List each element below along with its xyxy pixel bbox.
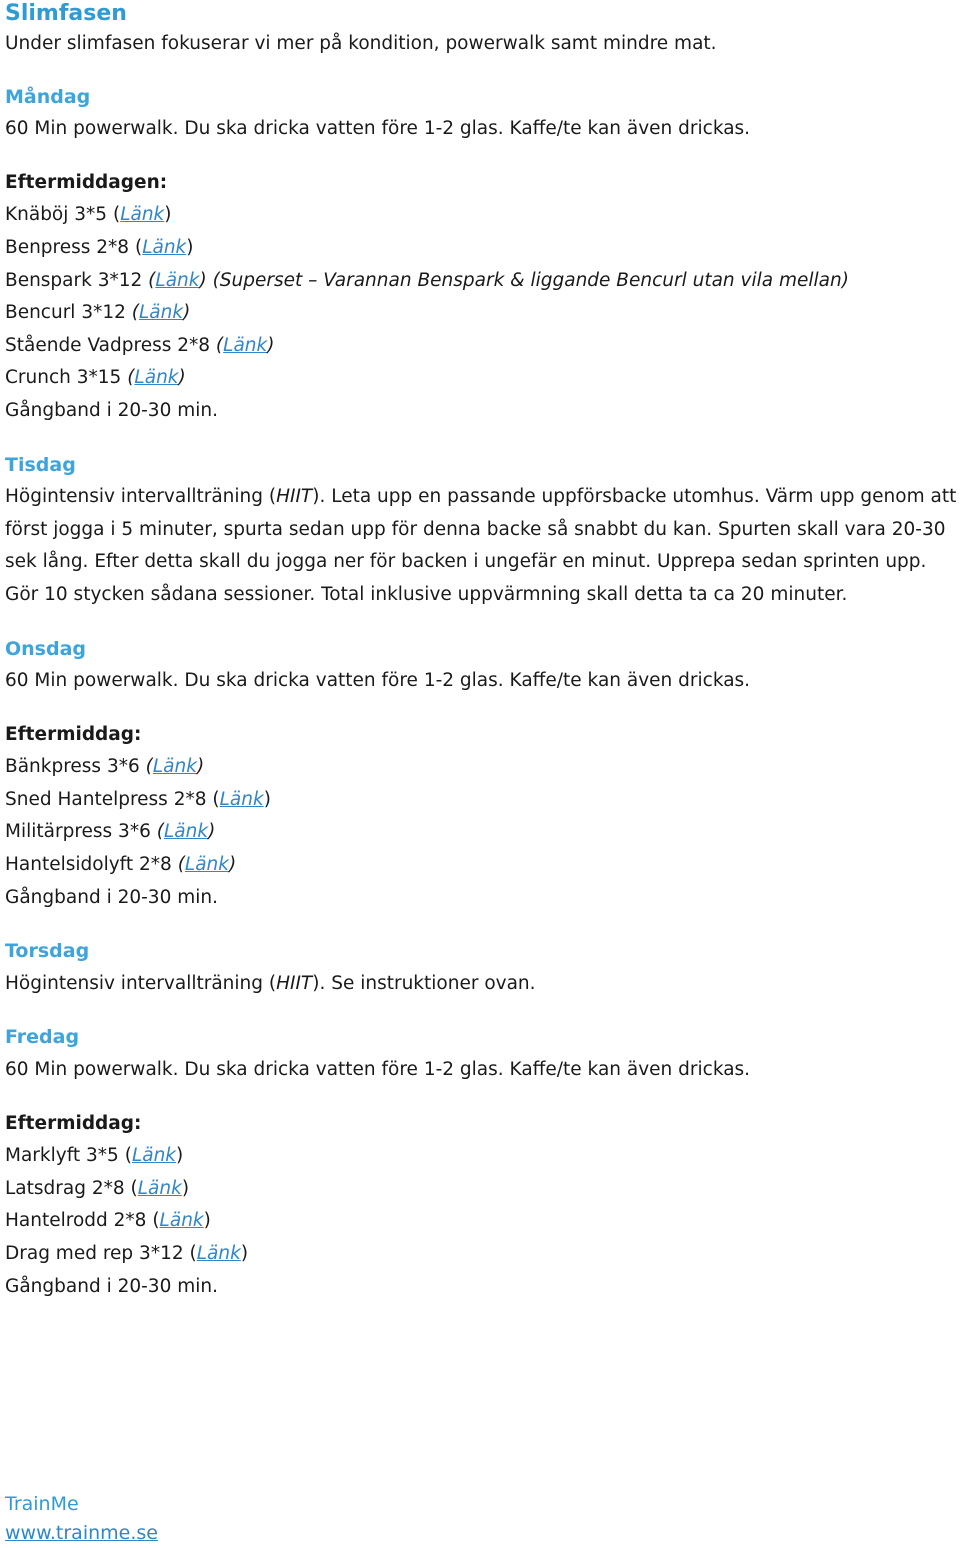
exercise-link[interactable]: Länk	[219, 788, 264, 810]
heading-monday: Måndag	[5, 85, 91, 108]
friday-afternoon-label: Eftermiddag:	[5, 1112, 142, 1134]
exercise-row: Bänkpress 3*6 (Länk)	[5, 756, 205, 778]
exercise-row: Stående Vadpress 2*8 (Länk)	[5, 334, 275, 356]
exercise-link[interactable]: Länk	[184, 854, 229, 876]
exercise-name: Benpress 2*8	[5, 236, 130, 258]
exercise-row: Latsdrag 2*8 (Länk)	[5, 1177, 190, 1199]
monday-walk: 60 Min powerwalk. Du ska dricka vatten före 1-2 glas. Kaffe/te kan även drickas.	[5, 118, 751, 140]
exercise-link[interactable]: Länk	[152, 756, 197, 778]
heading-friday: Fredag	[5, 1026, 80, 1049]
exercise-link[interactable]: Länk	[155, 269, 200, 291]
footer	[5, 1490, 158, 1548]
footer-url-link[interactable]: www.trainme.se	[5, 1522, 158, 1544]
hiit-abbr: HIIT	[276, 486, 313, 508]
heading-wednesday: Onsdag	[5, 637, 87, 660]
exercise-name: Drag med rep 3*12	[5, 1243, 184, 1264]
friday-walk: 60 Min powerwalk. Du ska dricka vatten före 1-2 glas. Kaffe/te kan även drickas.	[5, 1059, 751, 1081]
tuesday-text: Högintensiv intervallträning (HIIT). Leta upp en passande uppförsbacke utomhus. Värm upp genom att först jogga i 5 minuter, spurta sedan upp för denna backe så snabbt du kan. Spurten skall vara 20-30 sek lång. Efter detta skall du jogga ner för backen i ungefär en minut. Upprepa sedan sprinten upp. Gör 10 stycken sådana sessioner. Total inklusive uppvärmning skall detta ta ca 20 minuter.	[5, 486, 957, 605]
heading-thursday: Torsdag	[5, 940, 90, 963]
superset-note: (Superset – Varannan Benspark & liggande Bencurl utan vila mellan)	[212, 269, 849, 291]
exercise-link[interactable]: Länk	[223, 334, 268, 356]
exercise-link[interactable]: Länk	[120, 204, 165, 226]
exercise-link[interactable]: Länk	[142, 236, 187, 258]
exercise-row: Hantelrodd 2*8 (Länk)	[5, 1210, 211, 1232]
intro-text: Under slimfasen fokuserar vi mer på kondition, powerwalk samt mindre mat.	[5, 33, 717, 54]
exercise-name: Crunch 3*15	[5, 367, 122, 389]
exercise-name: Militärpress 3*6	[5, 821, 151, 843]
exercise-row: Knäböj 3*5 (Länk)	[5, 204, 172, 226]
exercise-link[interactable]: Länk	[134, 367, 179, 389]
exercise-link[interactable]: Länk	[159, 1210, 204, 1232]
exercise-link[interactable]: Länk	[163, 821, 209, 843]
exercise-name: Benspark 3*12	[5, 269, 143, 291]
exercise-row: Militärpress 3*6 (Länk)	[5, 821, 216, 843]
hiit-abbr: HIIT	[276, 972, 313, 994]
footer-brand: TrainMe	[5, 1493, 79, 1515]
exercise-row: Hantelsidolyft 2*8 (Länk)	[5, 854, 237, 876]
wednesday-walk: 60 Min powerwalk. Du ska dricka vatten före 1-2 glas. Kaffe/te kan även drickas.	[5, 670, 751, 692]
exercise-row: Drag med rep 3*12 (Länk)	[5, 1243, 249, 1264]
exercise-name: Knäböj 3*5	[5, 204, 108, 226]
exercise-row: Sned Hantelpress 2*8 (Länk)	[5, 788, 271, 810]
exercise-row: Bencurl 3*12 (Länk)	[5, 302, 191, 324]
document	[5, 0, 955, 1303]
thursday-text: Högintensiv intervallträning (HIIT). Se instruktioner ovan.	[5, 972, 536, 994]
exercise-link[interactable]: Länk	[137, 1177, 182, 1199]
monday-afternoon-label: Eftermiddagen:	[5, 171, 168, 193]
exercise-row: Benpress 2*8 (Länk)	[5, 236, 194, 258]
exercise-link[interactable]: Länk	[139, 302, 184, 324]
exercise-name: Bänkpress 3*6	[5, 756, 140, 778]
treadmill-line: Gångband i 20-30 min.	[5, 399, 218, 421]
heading-tuesday: Tisdag	[5, 453, 76, 476]
exercise-name: Bencurl 3*12	[5, 302, 126, 324]
exercise-name: Stående Vadpress 2*8	[5, 334, 211, 356]
exercise-name: Hantelsidolyft 2*8	[5, 854, 172, 876]
exercise-name: Latsdrag 2*8	[5, 1177, 125, 1199]
treadmill-line: Gångband i 20-30 min.	[5, 886, 218, 908]
treadmill-line: Gångband i 20-30 min.	[5, 1275, 218, 1297]
exercise-name: Sned Hantelpress 2*8	[5, 788, 207, 810]
exercise-link[interactable]: Länk	[131, 1145, 177, 1167]
wednesday-afternoon-label: Eftermiddag:	[5, 723, 142, 745]
exercise-row: Marklyft 3*5 (Länk)	[5, 1145, 184, 1167]
exercise-name: Hantelrodd 2*8	[5, 1210, 147, 1232]
exercise-row: Benspark 3*12 (Länk) (Superset – Varannan Benspark & liggande Bencurl utan vila mellan)	[5, 269, 849, 291]
exercise-name: Marklyft 3*5	[5, 1145, 119, 1167]
exercise-row: Crunch 3*15 (Länk)	[5, 367, 186, 389]
page-title: Slimfasen	[5, 1, 127, 26]
exercise-link[interactable]: Länk	[196, 1243, 241, 1264]
